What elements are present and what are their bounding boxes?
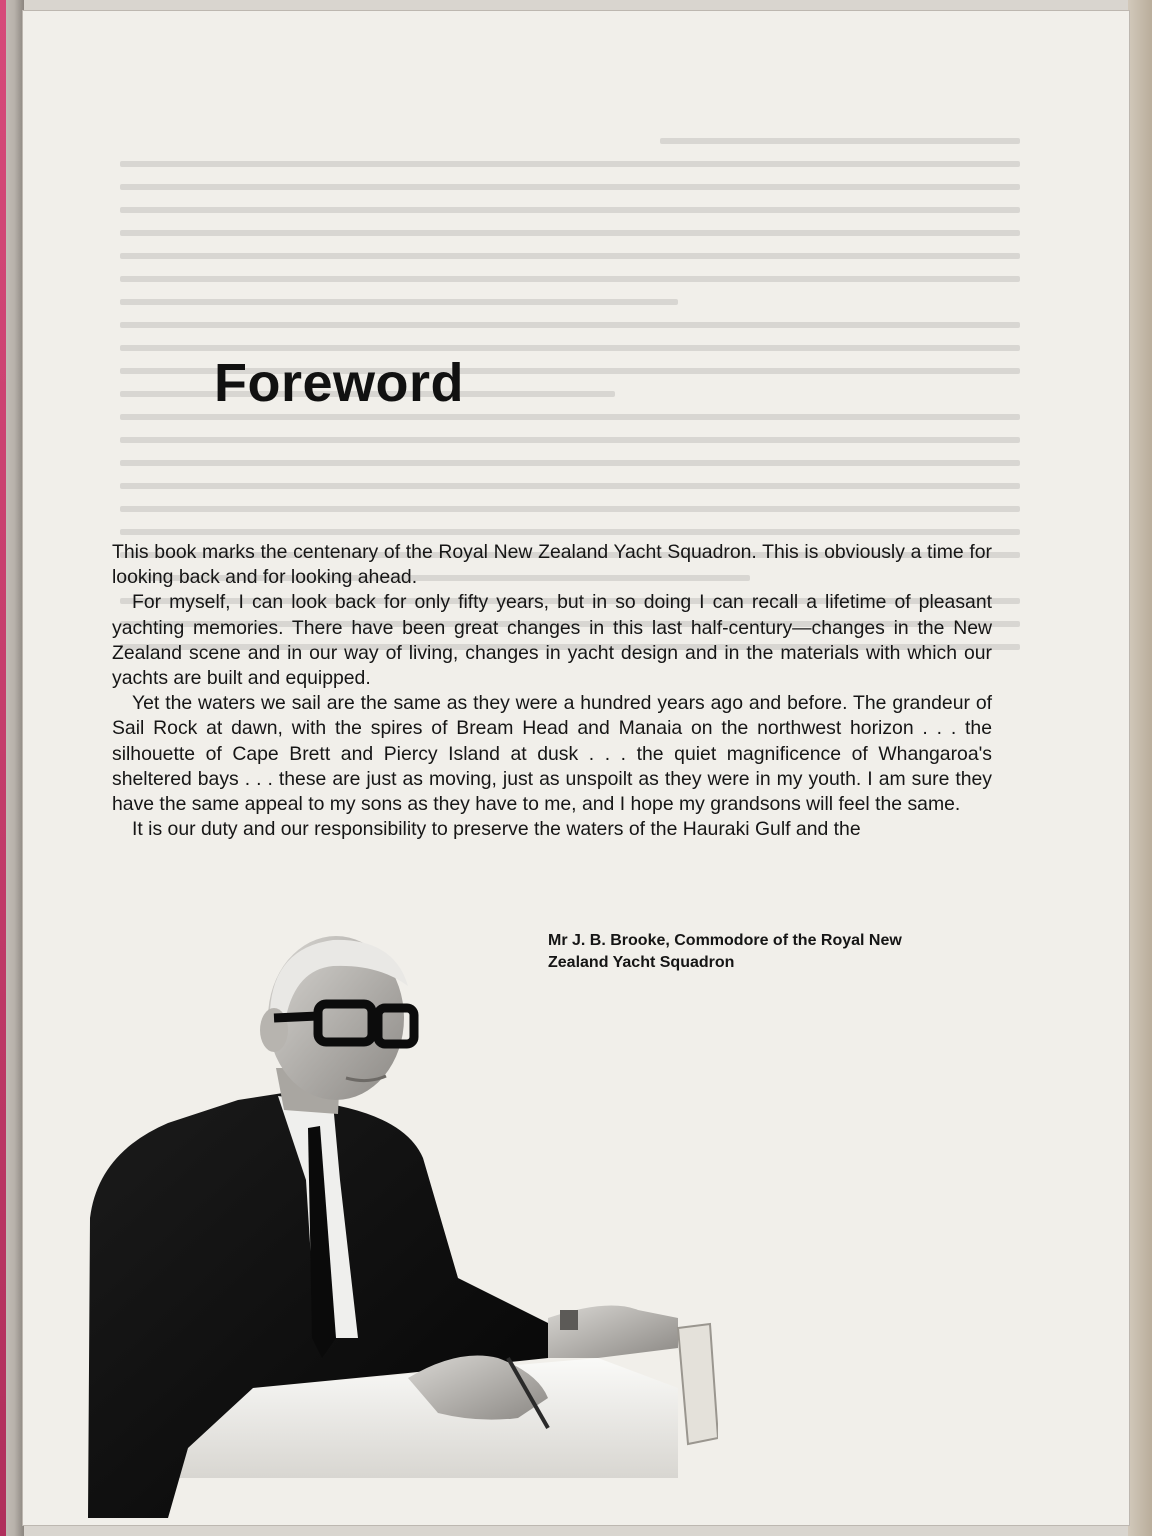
paragraph: For myself, I can look back for only fifty years, but in so doing I can recall a lifetime of pleasant yachting memories. There have been great changes in this last half-century—changes in the New Zealand scene and in our way of living, changes in yacht design and in the materials with which our yachts are built and equipped. <box>112 591 992 690</box>
page-title: Foreword <box>214 353 465 413</box>
portrait-photo <box>78 918 718 1518</box>
caption-line: Zealand Yacht Squadron <box>548 954 735 971</box>
paragraph: Yet the waters we sail are the same as they were a hundred years ago and before. The grandeur of Sail Rock at dawn, with the spires of Bream Head and Manaia on the northwest horizon . . . the silhouette of Cape Brett and Piercy Island at dusk . . . the quiet magnificence of Whangaroa's sheltered bays . . . these are just as moving, just as unspoilt as they were in my youth. I am sure they have the same appeal to my sons as they have to me, and I hope my grandsons will feel the same. <box>112 692 992 816</box>
ruler <box>678 1324 718 1444</box>
book-right-edge <box>1128 0 1152 1536</box>
foreword-body <box>112 540 992 842</box>
cover-binding-strip <box>0 0 6 1536</box>
caption-line: Mr J. B. Brooke, Commodore of the Royal New <box>548 932 902 949</box>
paragraph: This book marks the centenary of the Royal New Zealand Yacht Squadron. This is obviously a time for looking back and for looking ahead. <box>112 541 992 589</box>
wristwatch <box>560 1310 578 1330</box>
paragraph: It is our duty and our responsibility to preserve the waters of the Hauraki Gulf and the <box>132 818 861 841</box>
